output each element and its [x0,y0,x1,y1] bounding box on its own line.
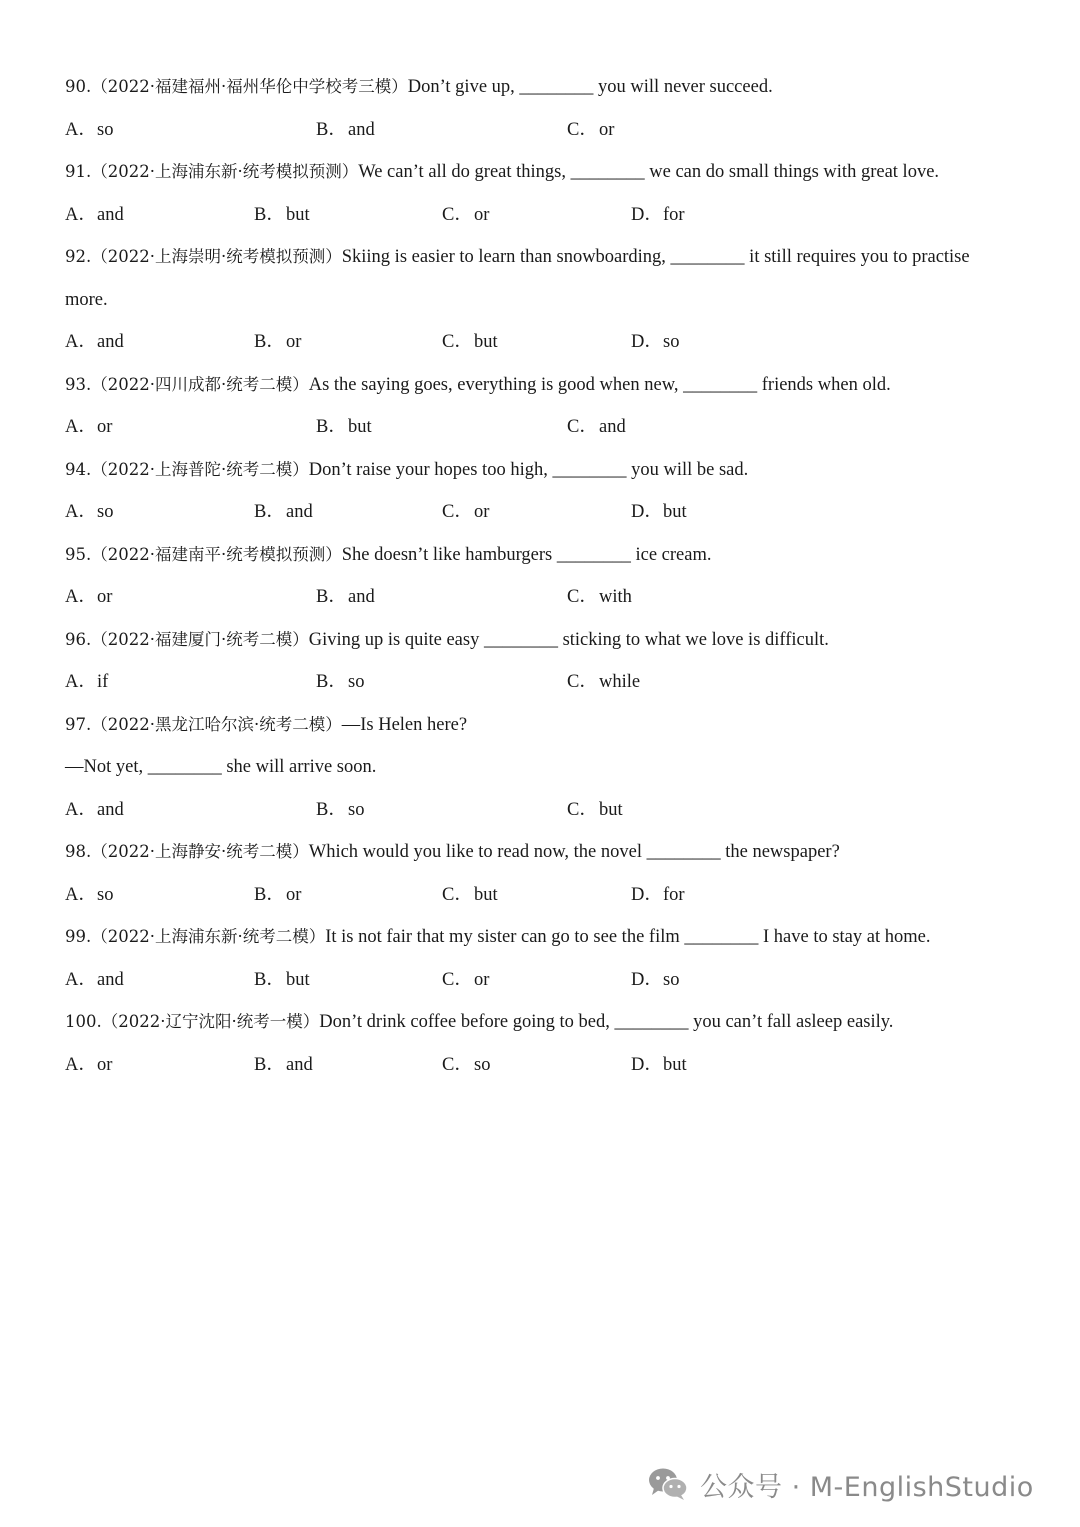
answer-option[interactable] [254,491,313,534]
answer-option[interactable] [254,321,301,364]
option-letter: D． [631,1054,663,1075]
option-text: or [474,502,490,522]
question-91-line [65,151,1025,194]
answer-option[interactable] [567,406,626,449]
option-text: while [599,672,641,692]
question-number: 92. [65,247,92,266]
answer-option[interactable] [65,874,113,917]
option-letter: A． [65,204,97,225]
question-93-line [65,364,1025,407]
question-source: （2022·福建南平·统考模拟预测） [91,544,342,564]
question-number: 95. [65,544,92,564]
question-97-line [65,704,1025,747]
question-source: （2022·福建厦门·统考二模） [91,629,309,649]
option-text: or [97,1054,113,1075]
answer-option[interactable] [65,321,124,364]
option-letter: C． [442,969,473,990]
answer-options [65,406,1025,449]
question-source: （2022·四川成都·统考二模） [91,374,309,394]
option-letter: C． [442,204,473,225]
option-text: so [663,332,680,352]
watermark-text: 公众号 · M-EnglishStudio [700,1471,1034,1503]
question-text: It is not fair that my sister can go to see the film ________ I have to stay at home. [325,927,931,947]
answer-option[interactable] [65,576,112,619]
question-number: 96. [65,629,92,649]
answer-option[interactable] [442,959,489,1002]
answer-option[interactable] [316,406,372,449]
answer-option[interactable] [65,406,112,449]
option-letter: A． [65,884,97,905]
answer-option[interactable] [254,1044,313,1087]
answer-option[interactable] [567,576,632,619]
option-letter: B． [316,119,347,140]
option-text: if [97,672,109,692]
option-text: so [348,672,365,692]
option-letter: B． [316,587,347,607]
question-number: 97. [65,714,92,734]
option-text: and [599,417,626,437]
option-text: so [97,502,114,522]
answer-option[interactable] [631,874,685,917]
option-text: and [97,204,124,225]
option-letter: D． [631,204,663,225]
answer-option[interactable] [65,959,124,1002]
option-letter: A． [65,799,97,820]
option-text: for [663,884,685,905]
option-text: or [474,969,490,990]
answer-option[interactable] [442,194,489,237]
question-number: 100. [65,1012,102,1031]
answer-options [65,109,1025,152]
option-letter: B． [316,672,347,692]
option-letter: C． [567,587,598,607]
option-text: but [599,799,623,820]
option-letter: D． [631,502,663,522]
option-letter: B． [316,799,347,820]
question-source: （2022·上海静安·统考二模） [91,842,309,861]
question-92-line [65,236,1025,279]
question-source: （2022·辽宁沈阳·统考一模） [101,1012,320,1031]
question-text: Don’t raise your hopes too high, ________ you will be sad. [308,459,749,480]
option-text: but [474,884,498,905]
option-letter: B． [316,417,347,437]
answer-option[interactable] [631,1044,687,1087]
question-92-line [65,279,1025,322]
option-text: so [663,969,680,990]
question-text: —Not yet, ________ she will arrive soon. [65,757,377,777]
option-letter: A． [65,417,97,437]
answer-option[interactable] [65,1044,112,1087]
answer-option[interactable] [442,491,489,534]
option-text: and [97,799,124,820]
question-98-line [65,831,1025,874]
question-text: Giving up is quite easy ________ sticking to what we love is difficult. [308,629,829,650]
option-letter: A． [65,119,97,140]
option-letter: D． [631,969,663,990]
option-letter: B． [254,1054,285,1075]
answer-option[interactable] [567,789,623,832]
question-source: （2022·上海崇明·统考模拟预测） [91,247,342,266]
answer-options [65,321,1025,364]
option-text: but [474,332,498,352]
answer-option[interactable] [442,874,498,917]
question-source: （2022·上海普陀·统考二模） [91,459,309,479]
answer-options [65,789,1025,832]
answer-option[interactable] [316,576,375,619]
answer-options [65,576,1025,619]
answer-option[interactable] [567,661,640,704]
question-text: Which would you like to read now, the novel ________ the newspaper? [308,842,840,862]
option-text: and [286,502,313,522]
answer-option[interactable] [316,661,364,704]
question-96-line [65,619,1025,662]
question-text: As the saying goes, everything is good when new, ________ friends when old. [308,374,891,395]
question-number: 94. [65,459,92,479]
option-letter: A． [65,587,97,607]
option-letter: A． [65,1054,97,1075]
option-letter: C． [442,332,473,352]
option-letter: A． [65,672,97,692]
answer-options [65,194,1025,237]
answer-option[interactable] [316,789,364,832]
answer-option[interactable] [65,109,113,152]
question-source: （2022·福建福州·福州华伦中学校考三模） [91,77,408,96]
option-letter: C． [567,119,598,140]
option-letter: B． [254,332,285,352]
option-text: or [599,119,615,140]
answer-options [65,661,1025,704]
option-text: so [348,799,365,820]
answer-option[interactable] [65,194,124,237]
answer-option[interactable] [631,321,679,364]
question-97-line [65,746,1025,789]
option-text: or [286,884,302,905]
question-text: We can’t all do great things, ________ we can do small things with great love. [358,162,940,182]
option-letter: B． [254,502,285,522]
option-text: but [663,1054,687,1075]
option-text: or [97,587,113,607]
option-text: and [348,587,375,607]
question-list [65,66,1025,1086]
question-source: （2022·上海浦东新·统考二模） [91,927,326,946]
option-text: and [97,969,124,990]
option-letter: B． [254,969,285,990]
option-text: for [663,204,685,225]
question-number: 98. [65,842,92,861]
option-letter: C． [442,884,473,905]
answer-option[interactable] [442,1044,490,1087]
option-letter: A． [65,969,97,990]
answer-options [65,959,1025,1002]
option-letter: D． [631,332,663,352]
question-source: （2022·上海浦东新·统考模拟预测） [91,162,359,181]
option-letter: C． [442,502,473,522]
answer-option[interactable] [65,661,108,704]
answer-option[interactable] [254,959,310,1002]
question-number: 93. [65,374,92,394]
answer-option[interactable] [254,194,310,237]
answer-option[interactable] [65,789,124,832]
option-text: and [97,332,124,352]
option-letter: A． [65,332,97,352]
answer-option[interactable] [65,491,113,534]
answer-option[interactable] [631,491,687,534]
option-text: but [663,502,687,522]
option-text: and [286,1054,313,1075]
question-100-line [65,1001,1025,1044]
option-text: with [599,587,632,607]
option-letter: A． [65,502,97,522]
option-text: but [286,204,310,225]
watermark [648,1462,1034,1506]
answer-options [65,874,1025,917]
option-text: or [474,204,490,225]
option-letter: C． [442,1054,473,1075]
answer-option[interactable] [631,194,685,237]
option-text: but [286,969,310,990]
question-number: 91. [65,162,92,181]
question-source: （2022·黑龙江哈尔滨·统考二模） [91,714,342,734]
answer-option[interactable] [316,109,375,152]
question-number: 90. [65,77,92,96]
answer-option[interactable] [254,874,301,917]
question-text: Don’t give up, ________ you will never succeed. [407,77,773,97]
question-95-line [65,534,1025,577]
question-text: Skiing is easier to learn than snowboarding, ________ it still requires you to practise [341,247,970,267]
question-text: She doesn’t like hamburgers ________ ice cream. [341,544,712,565]
question-90-line [65,66,1025,109]
option-letter: C． [567,672,598,692]
answer-option[interactable] [631,959,679,1002]
wechat-icon [648,1467,688,1501]
option-text: and [348,119,375,140]
answer-option[interactable] [567,109,614,152]
question-text: Don’t drink coffee before going to bed, ________ you can’t fall asleep easily. [319,1012,894,1032]
option-letter: D． [631,884,663,905]
answer-option[interactable] [442,321,498,364]
option-text: so [474,1054,491,1075]
option-letter: B． [254,204,285,225]
question-99-line [65,916,1025,959]
option-letter: B． [254,884,285,905]
answer-options [65,491,1025,534]
option-text: or [97,417,113,437]
answer-options [65,1044,1025,1087]
question-94-line [65,449,1025,492]
question-text: more. [65,289,108,310]
option-letter: C． [567,417,598,437]
option-letter: C． [567,799,598,820]
option-text: but [348,417,372,437]
option-text: so [97,884,114,905]
question-text: —Is Helen here? [341,714,468,735]
question-number: 99. [65,927,92,946]
option-text: so [97,119,114,140]
option-text: or [286,332,302,352]
